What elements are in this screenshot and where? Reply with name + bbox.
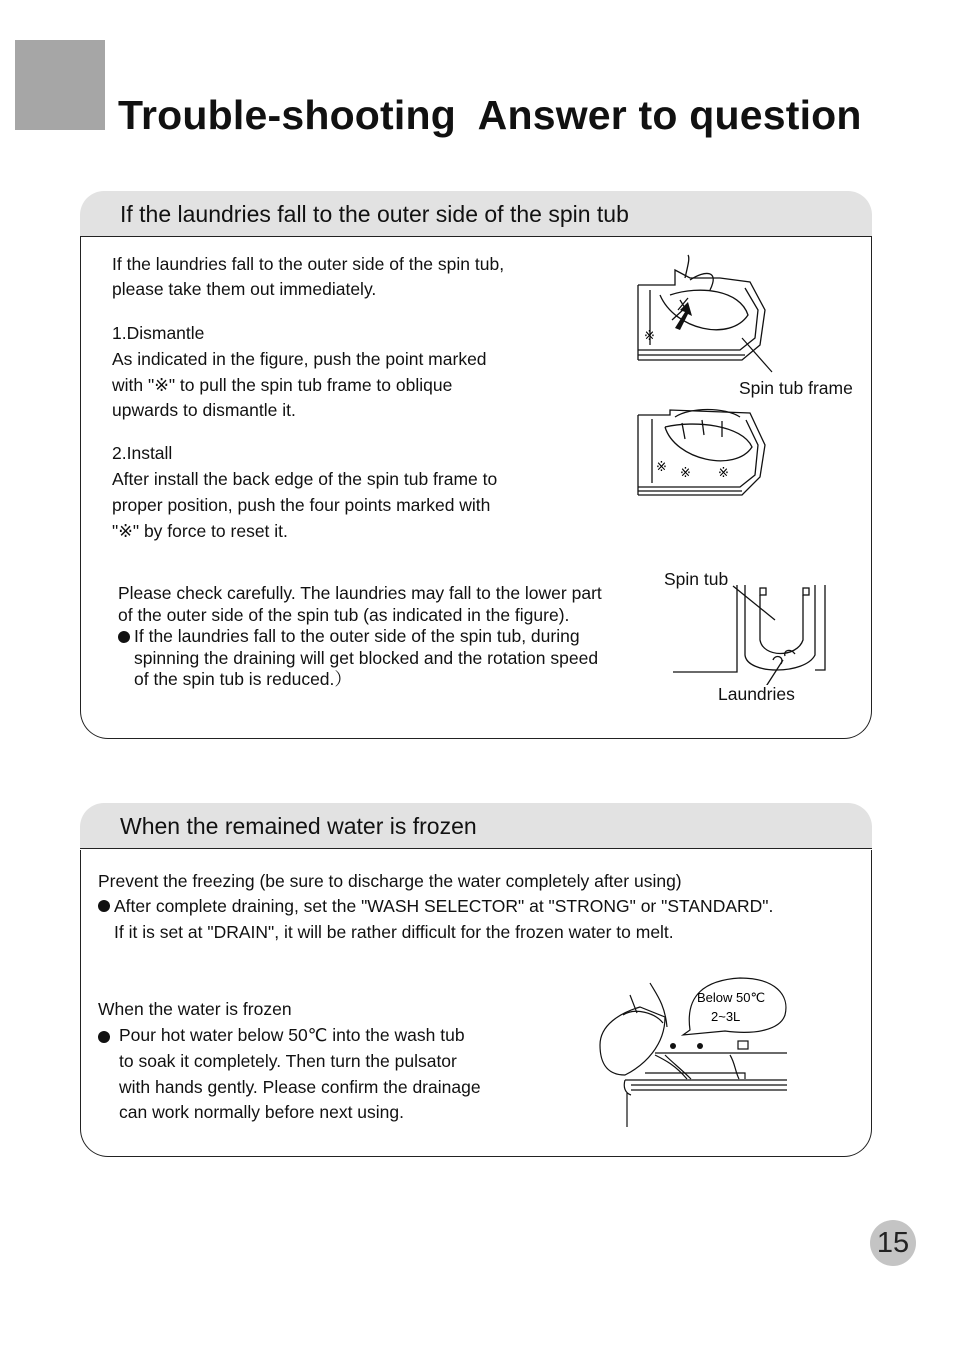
check-line-1: Please check carefully. The laundries may fall to the lower part <box>118 583 602 603</box>
frozen-bullet-line-1: Pour hot water below 50℃ into the wash tub <box>119 1025 465 1045</box>
intro-line-1: If the laundries fall to the outer side of the spin tub, <box>112 254 505 274</box>
spin-tub-frame-label: Spin tub frame <box>739 378 853 398</box>
prevent-bullet-line-2: If it is set at "DRAIN", it will be rather difficult for the frozen water to melt. <box>114 922 674 942</box>
dismantle-heading: 1.Dismantle <box>112 323 205 343</box>
section-water-frozen-header <box>80 803 872 849</box>
check-line-2: of the outer side of the spin tub (as indicated in the figure). <box>118 605 570 625</box>
frozen-heading: When the water is frozen <box>98 999 292 1019</box>
dismantle-line-2: with "※" to pull the spin tub frame to oblique <box>112 375 453 395</box>
laundries-label: Laundries <box>718 684 795 704</box>
install-heading: 2.Install <box>112 443 173 463</box>
bubble-volume-text: 2~3L <box>711 1009 741 1024</box>
intro-line-2: please take them out immediately. <box>112 279 377 299</box>
prevent-bullet-line-1: After complete draining, set the "WASH SELECTOR" at "STRONG" or "STANDARD". <box>114 896 774 916</box>
install-figure <box>630 405 775 505</box>
bullet-icon <box>98 1031 110 1043</box>
prevent-line: Prevent the freezing (be sure to discharge the water completely after using) <box>98 871 682 891</box>
page-number: 15 <box>870 1220 916 1266</box>
check-bullet-line-1: If the laundries fall to the outer side of the spin tub, during <box>134 626 580 646</box>
install-mark-icon-2: ※ <box>680 466 691 481</box>
install-line-1: After install the back edge of the spin tub frame to <box>112 469 498 489</box>
corner-block <box>15 40 105 130</box>
bullet-icon <box>98 900 110 912</box>
check-bullet-line-2: spinning the draining will get blocked and the rotation speed <box>134 648 599 668</box>
frozen-bullet-line-3: with hands gently. Please confirm the drainage <box>119 1077 481 1097</box>
frozen-bullet-line-4: can work normally before next using. <box>119 1102 404 1122</box>
dismantle-line-1: As indicated in the figure, push the point marked <box>112 349 487 369</box>
dismantle-line-3: upwards to dismantle it. <box>112 400 296 420</box>
spin-tub-label: Spin tub <box>664 569 729 589</box>
bullet-icon <box>118 631 130 643</box>
section-water-frozen-heading: When the remained water is frozen <box>120 813 477 839</box>
install-mark-icon-3: ※ <box>718 466 729 481</box>
install-line-3: "※" by force to reset it. <box>112 521 288 541</box>
bubble-temp-text: Below 50℃ <box>697 990 766 1005</box>
install-line-2: proper position, push the four points marked with <box>112 495 491 515</box>
check-bullet-line-3: of the spin tub is reduced.） <box>134 669 352 689</box>
dismantle-figure <box>630 250 780 375</box>
page-title: Trouble-shooting Answer to question <box>118 92 862 138</box>
hot-water-figure <box>595 975 795 1130</box>
frozen-bullet-line-2: to soak it completely. Then turn the pulsator <box>119 1051 457 1071</box>
dismantle-mark-icon: ※ <box>644 329 655 344</box>
spin-tub-figure <box>665 580 835 685</box>
section-laundries-fall-header <box>80 191 872 237</box>
section-laundries-fall-heading: If the laundries fall to the outer side of the spin tub <box>120 201 629 227</box>
install-mark-icon-1: ※ <box>656 460 667 475</box>
